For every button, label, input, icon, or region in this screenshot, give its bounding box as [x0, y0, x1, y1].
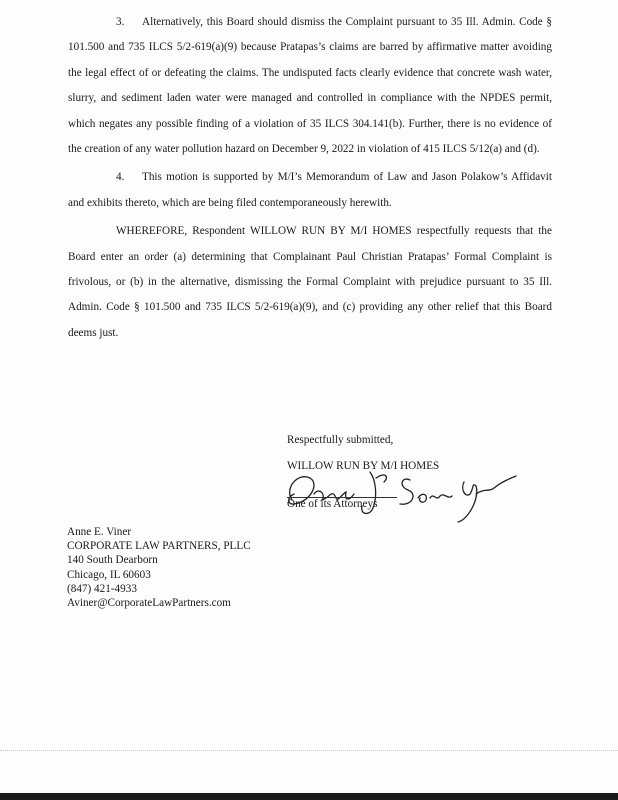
- paragraph-4: [68, 165, 552, 216]
- counsel-email: Aviner@CorporateLawPartners.com: [67, 597, 231, 610]
- counsel-block: [67, 525, 251, 610]
- paragraph-text: Alternatively, this Board should dismiss the Complaint pursuant to 35 Ill. Admin. Code § 101.500 and 735 ILCS 5/2-619(a)(9) because Pratapas’s claims are barred by affirmative matter avoiding the legal effect of or defeating the claims. The undisputed facts clearly evidence that concrete wash water, slurry, and sediment laden water were managed and controlled in compliance with the NPDES permit, which negates any possible finding of a violation of 35 ILCS 304.141(b). Further, there is no evidence of the creation of any water pollution hazard on December 9, 2022 in violation of 415 ILCS 5/12(a) and (d).: [68, 16, 552, 156]
- scan-bottom-edge: [0, 793, 618, 800]
- counsel-name: Anne E. Viner: [67, 526, 132, 538]
- closing-text: Respectfully submitted,: [287, 434, 394, 446]
- paragraph-number: 4.: [116, 171, 125, 184]
- wherefore-paragraph: WHEREFORE, Respondent WILLOW RUN BY M/I HOMES respectfully requests that the Board enter an order (a) determining that Complainant Paul Christian Pratapas’ Formal Complaint is frivolous, or (b) in the alternative, dismissing the Formal Complaint with prejudice pursuant to 35 Ill. Admin. Code § 101.500 and 735 ILCS 5/2-619(a)(9), and (c) providing any other relief that this Board deems just.: [68, 225, 552, 339]
- counsel-street: 140 South Dearborn: [67, 554, 158, 567]
- signature-caption: One of its Attorneys: [287, 498, 378, 510]
- handwritten-signature: [280, 458, 520, 528]
- scan-artifact-line: [0, 750, 618, 751]
- counsel-city: Chicago, IL 60603: [67, 568, 151, 581]
- paragraph-number: 3.: [116, 16, 125, 28]
- paragraph-text: This motion is supported by M/I’s Memorandum of Law and Jason Polakow’s Affidavit and exhibits thereto, which are being filed contemporaneously herewith.: [68, 171, 552, 209]
- paragraph-3: [68, 10, 552, 162]
- body-text: [68, 10, 552, 346]
- counsel-phone: (847) 421-4933: [67, 582, 137, 595]
- party-name: WILLOW RUN BY M/I HOMES: [287, 460, 440, 472]
- counsel-firm: CORPORATE LAW PARTNERS, PLLC: [67, 540, 251, 553]
